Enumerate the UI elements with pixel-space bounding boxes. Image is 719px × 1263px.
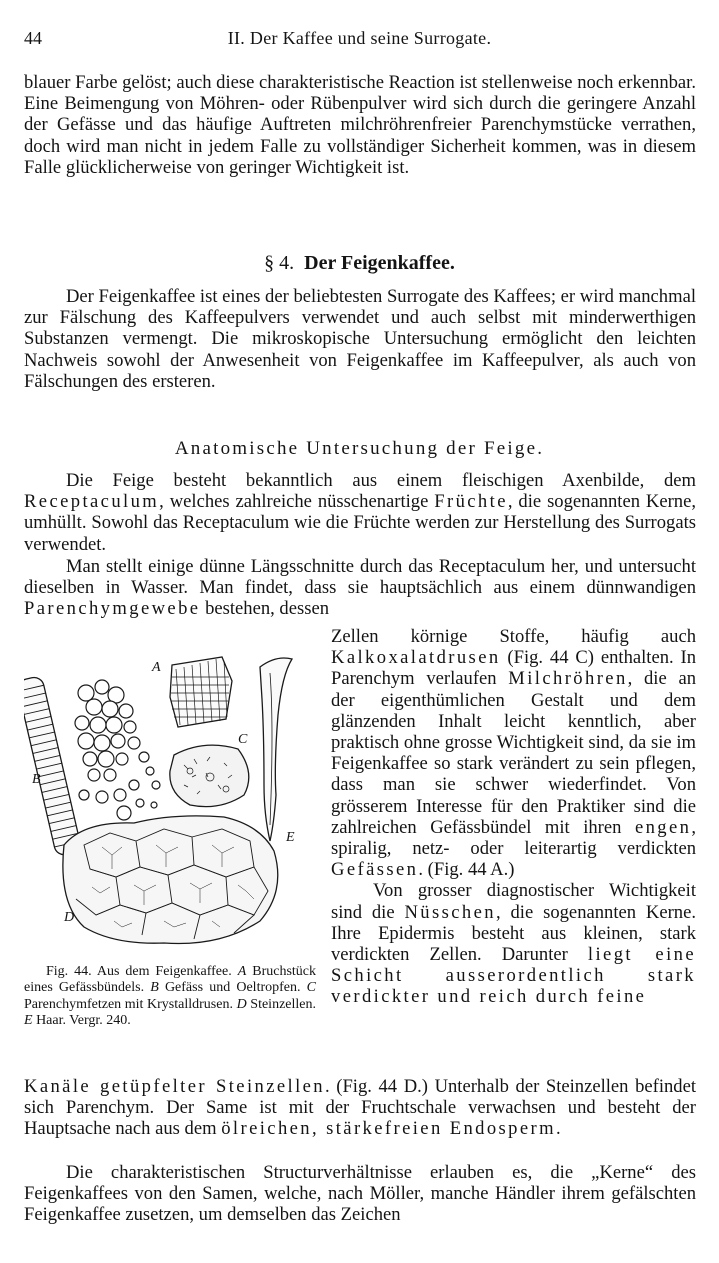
figure-label-b: B — [32, 772, 41, 787]
figure-label-d: D — [64, 910, 75, 925]
vessel-bundle-drawing — [170, 657, 232, 727]
vessel-drawing — [24, 676, 82, 857]
paragraph-intro: blauer Farbe gelöst; auch diese charakteristische Reaction ist stellenweise noch erkennbar. Eine Beimengung von Möhren- oder Rübenpulver wird sich durch die geringere Anzahl der Gefässe und das häufige Auftreten milchröhrenfreier Parenchymstücke verrathen, doch wird man nicht in jedem Falle zu vollständiger Sicherheit kommen, was in diesem Falle glücklicherweise von geringer Wichtigkeit ist. — [24, 72, 696, 178]
running-title: II. Der Kaffee und seine Surrogate. — [227, 28, 492, 48]
section-title: Der Feigenkaffee. — [304, 252, 455, 274]
figure-caption: Fig. 44. Aus dem Feigenkaffee. A Bruchstück eines Gefässbündels. B Gefäss und Oeltropfen. C Parenchymfetzen mit Krystalldrusen. D Steinzellen. E Haar. Vergr. 240. — [24, 964, 316, 1029]
subsection-heading: Anatomische Untersuchung der Feige. — [174, 438, 545, 459]
oil-droplets-drawing — [75, 680, 160, 820]
paragraph-feige: Die Feige besteht bekanntlich aus einem fleischigen Axenbilde, dem Receptaculum, welches zahlreiche nüsschenartige Früchte, die sogenannten Kerne, umhüllt. Sowohl das Receptaculum wie die Früchte werden zur Herstellung des Surrogats verwendet. — [24, 470, 696, 555]
paragraph-laengsschnitte: Man stellt einige dünne Längsschnitte durch das Receptaculum her, und untersucht dieselben in Wasser. Man findet, dass sie hauptsächlich aus einem dünnwandigen Parenchymgewebe bestehen, dessen — [24, 556, 696, 620]
figure-label-a: A — [152, 660, 161, 675]
stone-cells-drawing — [63, 816, 278, 944]
paragraph-right-column: Zellen körnige Stoffe, häufig auch Kalkoxalatdrusen (Fig. 44 C) enthalten. In Parenchym verlaufen Milchröhren, die an der eigenthümlichen Gestalt und dem glänzenden Inhalt leicht kenntlich, aber praktisch ohne grosse Wichtigkeit sind, da sie im Feigenkaffee so stark verändert zu sein pflegen, dass man sie schwer wiederfindet. Von grösserem Interesse für den Praktiker sind die zahlreichen Gefässbündel mit ihren engen, spiralig, netz- oder leiterartig verdickten Gefässen. (Fig. 44 A.) Von grosser diagnostischer Wichtigkeit sind die Nüsschen, die sogenannten Kerne. Ihre Epidermis besteht aus kleinen, stark verdickten Zellen. Darunter liegt eine Schicht ausserordentlich stark verdickter und reich durch feine — [331, 626, 696, 1008]
figure-label-c: C — [238, 732, 248, 747]
page-number: 44 — [24, 28, 42, 48]
figure-label-e: E — [286, 830, 295, 845]
paragraph-steinzellen: Kanäle getüpfelter Steinzellen. (Fig. 44 D.) Unterhalb der Steinzellen befindet sich Parenchym. Der Same ist mit der Fruchtschale verwachsen und besteht der Hauptsache nach aus dem ölreichen, stärkefreien Endosperm. — [24, 1076, 696, 1140]
running-header — [24, 28, 695, 52]
section-number: § 4. — [264, 252, 295, 274]
paragraph-feigenkaffee: Der Feigenkaffee ist eines der beliebtesten Surrogate des Kaffees; er wird manchmal zur Fälschung des Kaffeepulvers verwendet und auch selbst mit minderwerthigen Substanzen vermengt. Die mikroskopische Untersuchung ermöglicht den leichten Nachweis sowohl der Anwesenheit von Feigenkaffee im Kaffeepulver, als auch von Fälschungen des ersteren. — [24, 286, 696, 392]
hair-drawing — [260, 658, 292, 841]
figure-44-illustration — [24, 645, 324, 957]
section-heading — [0, 252, 719, 275]
parenchyma-fragment-drawing — [170, 745, 249, 806]
paragraph-structur: Die charakteristischen Structurverhältnisse erlauben es, die „Kerne“ des Feigenkaffees von den Samen, welche, nach Möller, manche Händler ihrem gefälschten Feigenkaffee zusetzen, um demselben das Zeichen — [24, 1162, 696, 1226]
